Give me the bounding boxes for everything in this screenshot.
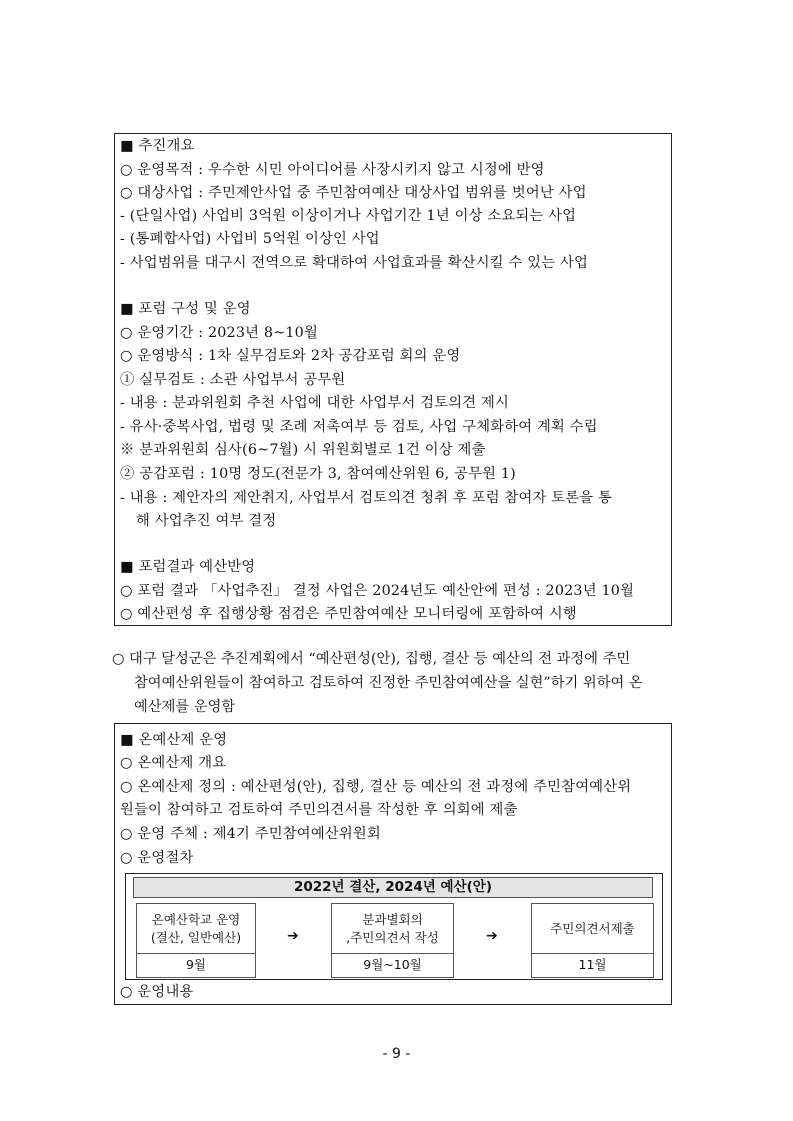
step-label: ,주민의견서 작성 [346, 929, 439, 945]
step-label: 주민의견서제출 [550, 920, 635, 936]
outline-item: ② 공감포럼 : 10명 정도(전문가 3, 참여예산위원 6, 공무원 1) [120, 466, 516, 482]
outline-note: ※ 분과위원회 심사(6~7월) 시 위원회별로 1건 이상 제출 [120, 442, 486, 458]
outline-item: ○ 예산편성 후 집행상황 점검은 주민참여예산 모니터링에 포함하여 시행 [120, 606, 577, 622]
outline-subitem: - 사업범위를 대구시 전역으로 확대하여 사업효과를 확산시킬 수 있는 사업 [120, 255, 589, 271]
step-label: 분과별회의 [362, 911, 423, 927]
step-on-budget-school [136, 903, 256, 978]
outline-item: ○ 운영 주체 : 제4기 주민참여예산위원회 [120, 826, 381, 842]
outline-item: ○ 포럼 결과 「사업추진」 결정 사업은 2024년도 예산안에 편성 : 2023년 10월 [120, 583, 635, 599]
paragraph-line: 예산제를 운영함 [134, 699, 236, 715]
paragraph-line: 참여예산위원들이 참여하고 검토하여 진정한 주민참여예산을 실현”하기 위하여 온 [134, 675, 643, 691]
outline-subitem: - 유사·중복사업, 법령 및 조례 저촉여부 등 검토, 사업 구체화하여 계획 수립 [120, 419, 598, 435]
outline-item: ○ 운영목적 : 우수한 시민 아이디어를 사장시키지 않고 시정에 반영 [120, 162, 545, 178]
outline-item: ○ 대상사업 : 주민제안사업 중 주민참여예산 대상사업 범위를 벗어난 사업 [120, 185, 587, 201]
procedure-title: 2022년 결산, 2024년 예산(안) [133, 877, 653, 898]
outline-subitem: - 내용 : 제안자의 제안취지, 사업부서 검토의견 청취 후 포럼 참여자 토론을 통 [120, 490, 613, 506]
outline-item: ○ 운영내용 [120, 984, 194, 1000]
outline-subitem-cont: 해 사업추진 여부 결정 [136, 513, 277, 529]
step-period: 11월 [532, 953, 653, 977]
step-period: 9월~10월 [332, 953, 453, 977]
outline-subitem: - (단일사업) 사업비 3억원 이상이거나 사업기간 1년 이상 소요되는 사업 [120, 208, 577, 224]
outline-item: ○ 온예산제 개요 [120, 755, 227, 771]
outline-item: ○ 운영절차 [120, 850, 194, 866]
outline-subitem: - (통폐합사업) 사업비 5억원 이상인 사업 [120, 231, 380, 247]
outline-item: ○ 운영방식 : 1차 실무검토와 2차 공감포럼 회의 운영 [120, 348, 461, 364]
step-opinion-submission [531, 903, 654, 978]
section-heading-overview: ■ 추진개요 [120, 138, 195, 154]
section-heading-on-budget: ■ 온예산제 운영 [120, 732, 228, 748]
outline-subitem: - 내용 : 분과위원회 추천 사업에 대한 사업부서 검토의견 제시 [120, 395, 510, 411]
arrow-right-icon: ➔ [486, 928, 498, 944]
step-committee-meeting [331, 903, 454, 978]
outline-item: ○ 온예산제 정의 : 예산편성(안), 집행, 결산 등 예산의 전 과정에 주민참여예산위 [120, 779, 632, 795]
dalseong-paragraph [112, 647, 680, 719]
arrow-right-icon: ➔ [287, 928, 299, 944]
section-heading-forum: ■ 포럼 구성 및 운영 [120, 301, 251, 317]
outline-item-cont: 원들이 참여하고 검토하여 주민의견서를 작성한 후 의회에 제출 [120, 802, 518, 818]
step-period: 9월 [137, 953, 255, 977]
step-label: (결산, 일반예산) [150, 929, 242, 945]
outline-item: ○ 운영기간 : 2023년 8~10월 [120, 325, 318, 341]
page-number: - 9 - [382, 1046, 411, 1062]
paragraph-line: ○ 대구 달성군은 추진계획에서 “예산편성(안), 집행, 결산 등 예산의 전 과정에 주민 [112, 651, 631, 667]
step-label: 온예산학교 운영 [151, 911, 241, 927]
section-heading-result: ■ 포럼결과 예산반영 [120, 559, 256, 575]
outline-item: ① 실무검토 : 소관 사업부서 공무원 [120, 372, 346, 388]
